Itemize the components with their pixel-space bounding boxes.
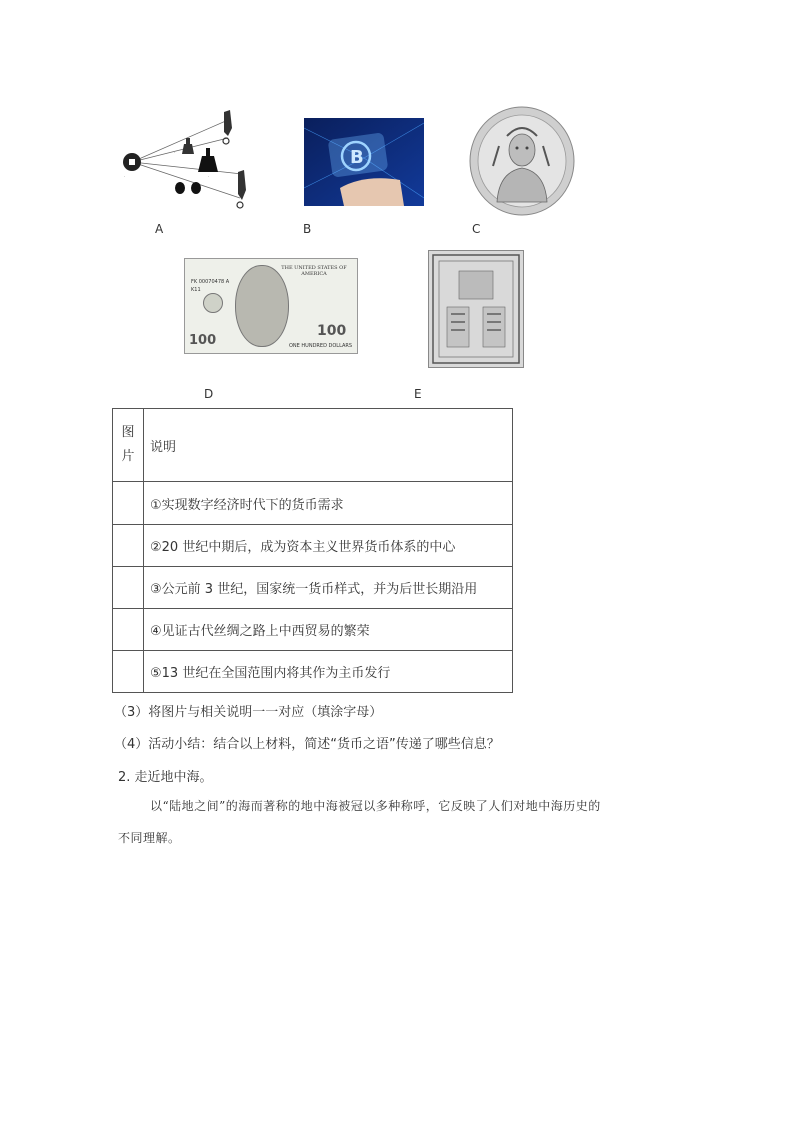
- table-row: [113, 609, 513, 651]
- answer-cell-4[interactable]: [113, 609, 144, 651]
- answer-cell-3[interactable]: [113, 567, 144, 609]
- description-cell: ①实现数字经济时代下的货币需求: [144, 482, 513, 525]
- svg-text:·: ·: [208, 174, 210, 179]
- yuan-paper-money-icon: [429, 251, 523, 367]
- image-b: [304, 118, 424, 206]
- image-c: [469, 106, 575, 216]
- paragraph-line-1: 以“陆地之间”的海而著称的地中海被冠以多种称呼，它反映了人们对地中海历史的: [150, 799, 601, 813]
- table-header-image: 图片: [113, 409, 144, 482]
- label-a: A: [155, 222, 164, 236]
- bill-denomination: 100: [317, 323, 347, 339]
- table-row: [113, 567, 513, 609]
- label-c: C: [472, 222, 481, 236]
- table-row: [113, 525, 513, 567]
- description-cell: ④见证古代丝绸之路上中西贸易的繁荣: [144, 609, 513, 651]
- image-e: [428, 250, 524, 368]
- bill-serial: FK 00070478 A: [191, 279, 230, 285]
- paragraph-line-2: 不同理解。: [118, 831, 181, 845]
- bill-denomination-left: 100: [189, 333, 217, 348]
- table-header-description: 说明: [144, 409, 513, 482]
- bill-top-text: THE UNITED STATES OF AMERICA: [281, 265, 347, 277]
- question-3: （3）将图片与相关说明一一对应（填涂字母）: [114, 705, 383, 720]
- label-d: D: [204, 387, 214, 401]
- coin-inscription: [469, 106, 470, 107]
- image-d: [184, 258, 358, 354]
- answer-cell-5[interactable]: [113, 651, 144, 693]
- byzantine-gold-coin-icon: [469, 106, 575, 216]
- bill-code: K11: [191, 287, 201, 293]
- table-row: [113, 482, 513, 525]
- svg-text:·: ·: [174, 150, 176, 155]
- svg-text:B: B: [350, 147, 364, 168]
- ancient-coins-diagram-icon: [112, 108, 262, 214]
- bitcoin-digital-currency-icon: [304, 118, 424, 206]
- label-b: B: [303, 222, 312, 236]
- image-a: [112, 108, 262, 214]
- bill-portrait: [235, 265, 289, 347]
- answer-cell-2[interactable]: [113, 525, 144, 567]
- question-4: （4）活动小结：结合以上材料，简述“货币之语”传递了哪些信息？: [114, 737, 500, 752]
- answer-cell-1[interactable]: [113, 482, 144, 525]
- description-cell: ⑤13 世纪在全国范围内将其作为主币发行: [144, 651, 513, 693]
- bill-seal: [203, 293, 223, 313]
- bill-bottom-text: ONE HUNDRED DOLLARS: [289, 343, 353, 349]
- description-cell: ③公元前 3 世纪，国家统一货币样式，并为后世长期沿用: [144, 567, 513, 609]
- label-e: E: [414, 387, 422, 401]
- description-cell: ②20 世纪中期后，成为资本主义世界货币体系的中心: [144, 525, 513, 567]
- table-row: [113, 651, 513, 693]
- svg-text:·: ·: [124, 174, 126, 179]
- matching-table: [112, 408, 513, 693]
- section-2-heading: 2. 走近地中海。: [118, 770, 213, 785]
